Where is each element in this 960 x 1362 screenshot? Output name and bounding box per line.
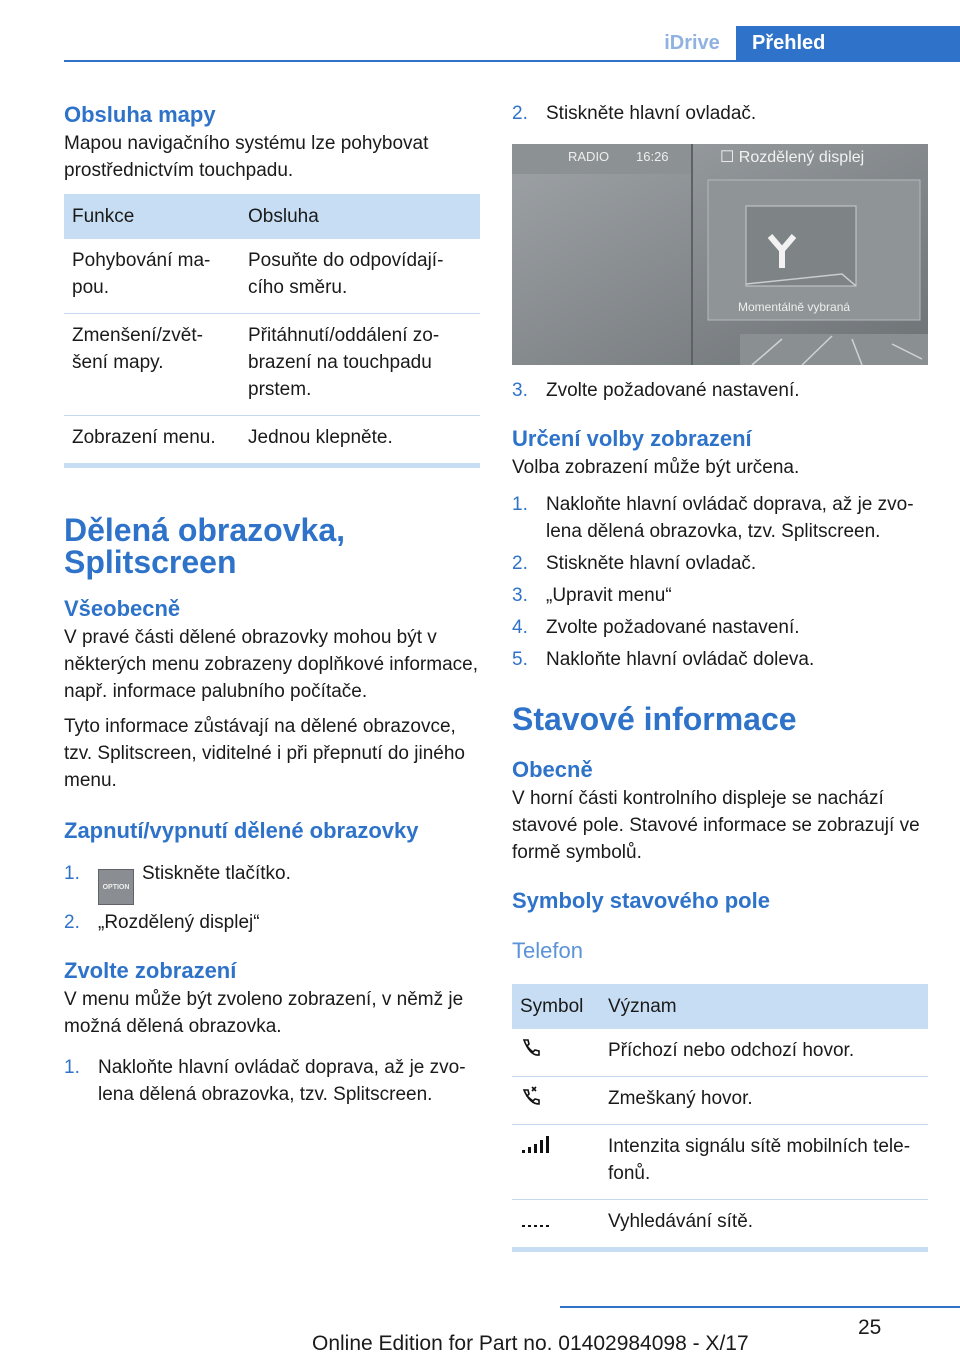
step-text: Stiskněte hlavní ovladač. <box>546 103 757 124</box>
table-row <box>512 1029 928 1077</box>
network-search-icon <box>520 1208 550 1230</box>
zvolte-text: V menu může být zvoleno zobrazení, v němž je možná dělená obrazovka. <box>64 989 464 1037</box>
table-cell: Pohybování mapou. <box>64 239 240 314</box>
table-row <box>512 1200 928 1250</box>
list-item <box>512 377 928 404</box>
section-title-obsluha: Obsluha mapy <box>64 102 216 127</box>
table-row <box>512 1077 928 1125</box>
signal-strength-icon <box>520 1133 550 1155</box>
table-cell: Příchozí nebo odchozí hovor. <box>600 1029 928 1077</box>
step-number: 5. <box>512 649 528 670</box>
step-text: „Rozdělený displej“ <box>98 912 260 933</box>
function-table <box>64 194 480 468</box>
screen-radio-label: RADIO <box>568 149 610 164</box>
table-cell <box>512 1200 600 1250</box>
step-number: 3. <box>512 585 528 606</box>
table-header-cell: Význam <box>600 984 928 1029</box>
right-column <box>512 100 928 1252</box>
table-row <box>64 239 480 314</box>
table-cell <box>512 1077 600 1125</box>
chapter-title-split: Dělená obrazovka, Splitscreen <box>64 512 345 580</box>
urceni-text: Volba zobrazení může být určena. <box>512 457 800 478</box>
list-item <box>512 491 928 545</box>
section-title-telefon: Telefon <box>512 938 583 963</box>
table-cell: Intenzita signálu sítě mobilních telefonů. <box>600 1125 928 1200</box>
missed-call-icon <box>520 1085 542 1107</box>
table-row <box>64 314 480 416</box>
step-number: 1. <box>512 494 528 515</box>
table-cell: Zmeškaný hovor. <box>600 1077 928 1125</box>
list-item <box>64 1054 480 1108</box>
vseobecne-p1: V pravé části dělené obrazovky mohou být v některých menu zobrazeny doplňkové informace, např. informace palubního počítače. <box>64 627 479 702</box>
table-header-row <box>64 194 480 239</box>
step-number: 3. <box>512 380 528 401</box>
chapter-title-stav: Stavové informace <box>512 701 797 737</box>
table-cell <box>512 1029 600 1077</box>
display-graphic <box>512 144 928 365</box>
step-text: OPTIONStiskněte tlačítko. <box>98 860 291 905</box>
list-item <box>512 550 928 577</box>
screen-time: 16:26 <box>636 149 669 164</box>
table-header-cell: Symbol <box>512 984 600 1029</box>
section-title-symboly: Symboly stavového pole <box>512 888 770 913</box>
step-number: 1. <box>64 1057 80 1078</box>
list-item <box>512 614 928 641</box>
table-row <box>64 416 480 466</box>
table-cell: Posuňte do odpovídajícího směru. <box>240 239 480 314</box>
left-column <box>64 100 480 1108</box>
list-item <box>512 646 928 673</box>
step-text: „Upravit menu“ <box>546 585 672 606</box>
table-header-cell: Funkce <box>64 194 240 239</box>
section-title-vseobecne: Všeobecně <box>64 596 181 621</box>
obsluha-text: Mapou navigačního systému lze pohybovat prostřednictvím touchpadu. <box>64 133 429 181</box>
list-item <box>64 860 480 905</box>
tab-idrive[interactable]: iDrive <box>664 31 720 54</box>
step-number: 2. <box>512 103 528 124</box>
zvolte-steps <box>64 1054 480 1108</box>
step-number: 2. <box>64 912 80 933</box>
step-text: Nakloňte hlavní ovládač doprava, až je zvolena dělená obrazovka, tzv. Splitscreen. <box>98 1057 466 1105</box>
step-text: Nakloňte hlavní ovládač doleva. <box>546 649 815 670</box>
section-title-obecne: Obecně <box>512 757 593 782</box>
continued-steps <box>512 100 928 127</box>
zapnuti-steps <box>64 860 480 936</box>
table-cell: Zmenšení/zvětšení mapy. <box>64 314 240 416</box>
table-row <box>512 1125 928 1200</box>
section-title-zvolte: Zvolte zobrazení <box>64 958 237 983</box>
symbol-table <box>512 984 928 1252</box>
table-header-cell: Obsluha <box>240 194 480 239</box>
step-number: 1. <box>64 863 80 884</box>
screen-caption: Momentálně vybraná <box>738 300 851 314</box>
section-title-urceni: Určení volby zobrazení <box>512 426 752 451</box>
tab-prehled[interactable]: Přehled <box>736 26 960 60</box>
option-button-icon: OPTION <box>98 869 134 905</box>
obecne-text: V horní části kontrolního displeje se nachází stavové pole. Stavové informace se zobrazují ve formě symbolů. <box>512 788 920 863</box>
table-cell: Vyhledávání sítě. <box>600 1200 928 1250</box>
table-cell <box>512 1125 600 1200</box>
step-number: 4. <box>512 617 528 638</box>
table-cell: Jednou klepněte. <box>240 416 480 466</box>
screen-menu-item: ☐ Rozdělený displej <box>720 149 865 166</box>
table-header-row <box>512 984 928 1029</box>
table-cell: Přitáhnutí/oddálení zobrazení na touchpadu prstem. <box>240 314 480 416</box>
section-title-zapnuti: Zapnutí/vypnutí dělené obrazovky <box>64 818 419 843</box>
step-text: Nakloňte hlavní ovládač doprava, až je zvolena dělená obrazovka, tzv. Splitscreen. <box>546 494 914 542</box>
step-text: Zvolte požadované nastavení. <box>546 617 800 638</box>
step-text: Stiskněte hlavní ovladač. <box>546 553 757 574</box>
urceni-steps <box>512 491 928 673</box>
continued-steps-2 <box>512 377 928 404</box>
phone-call-icon <box>520 1037 542 1059</box>
page-number: 25 <box>858 1316 882 1339</box>
list-item <box>512 582 928 609</box>
vseobecne-p2: Tyto informace zůstávají na dělené obrazovce, tzv. Splitscreen, viditelné i při přepnutí do jiného menu. <box>64 716 465 791</box>
header-rule <box>64 60 960 62</box>
list-item <box>512 100 928 127</box>
display-screenshot <box>512 144 928 365</box>
footer-rule <box>560 1306 960 1308</box>
step-text: Zvolte požadované nastavení. <box>546 380 800 401</box>
list-item <box>64 909 480 936</box>
step-number: 2. <box>512 553 528 574</box>
table-cell: Zobrazení menu. <box>64 416 240 466</box>
edition-note: Online Edition for Part no. 01402984098 - X/17 <box>312 1332 749 1355</box>
